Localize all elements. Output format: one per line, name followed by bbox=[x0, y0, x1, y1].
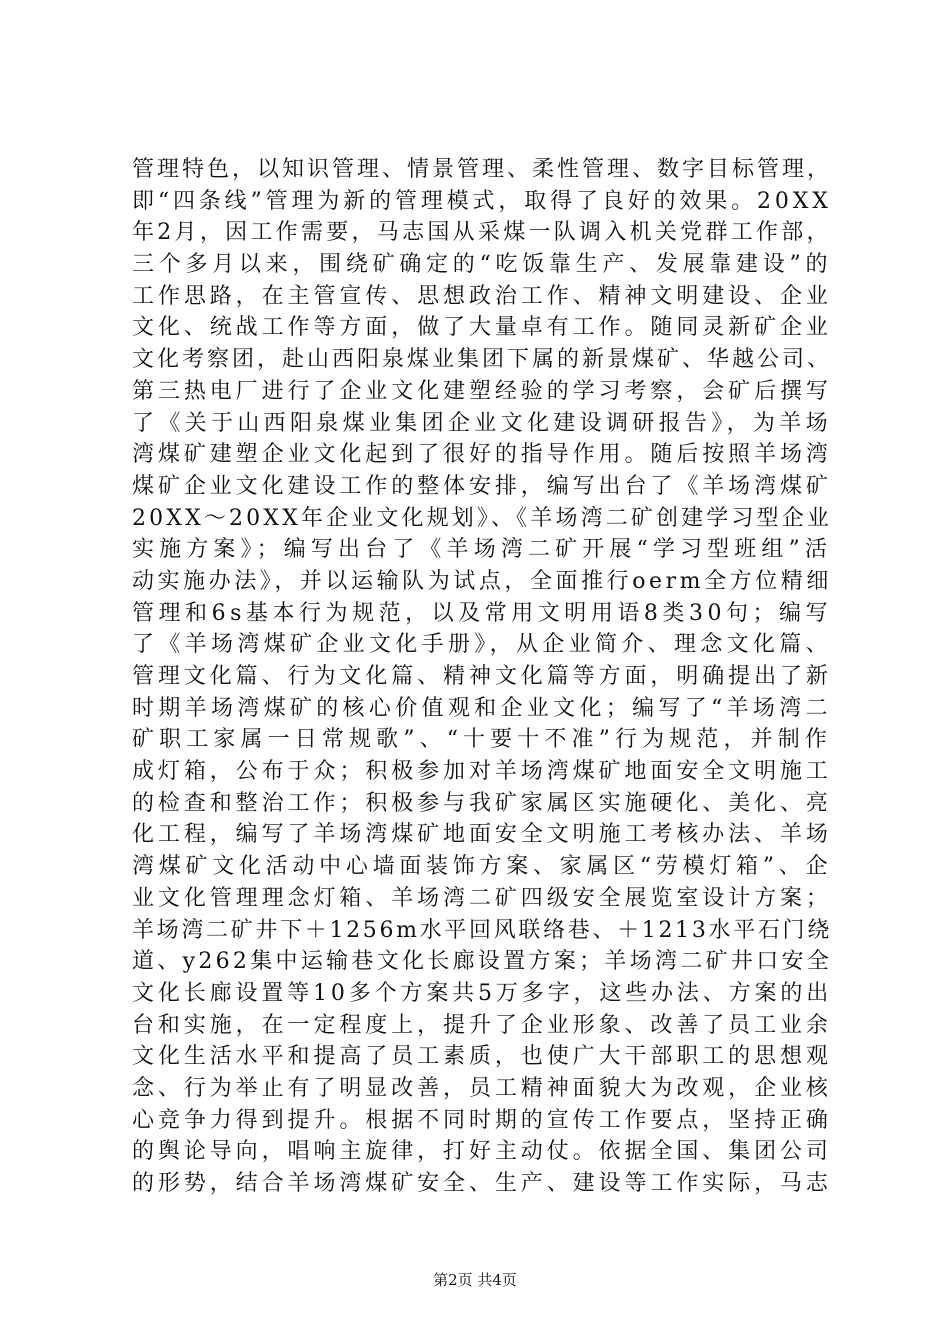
text-line: 第三热电厂进行了企业文化建塑经验的学习考察，会矿后撰写 bbox=[132, 378, 832, 404]
text-line: 台和实施，在一定程度上，提升了企业形象、改善了员工业余 bbox=[132, 1012, 832, 1038]
text-line: 了《羊场湾煤矿企业文化手册》，从企业简介、理念文化篇、 bbox=[132, 632, 832, 658]
text-line: 湾煤矿文化活动中心墙面装饰方案、家属区“劳模灯箱”、企 bbox=[132, 854, 833, 880]
text-line: 的检查和整治工作；积极参与我矿家属区实施硬化、美化、亮 bbox=[132, 790, 832, 816]
text-line: 湾煤矿建塑企业文化起到了很好的指导作用。随后按照羊场湾 bbox=[132, 442, 832, 468]
text-line: 实施方案》；编写出台了《羊场湾二矿开展“学习型班组”活 bbox=[132, 537, 833, 563]
text-line: 了《关于山西阳泉煤业集团企业文化建设调研报告》，为羊场 bbox=[132, 410, 832, 436]
page-footer: 第2页 共4页 bbox=[433, 1271, 517, 1289]
text-line: 煤矿企业文化建设工作的整体安排，编写出台了《羊场湾煤矿 bbox=[132, 473, 832, 499]
text-line: 即“四条线”管理为新的管理模式，取得了良好的效果。20XX bbox=[132, 188, 832, 214]
text-line: 业文化管理理念灯箱、羊场湾二矿四级安全展览室设计方案； bbox=[132, 885, 832, 911]
text-line: 的舆论导向，唱响主旋律，打好主动仗。依据全国、集团公司 bbox=[132, 1139, 832, 1165]
text-line: 念、行为举止有了明显改善，员工精神面貌大为改观，企业核 bbox=[132, 1075, 832, 1101]
text-line: 20XX～20XX年企业文化规划》、《羊场湾二矿创建学习型企业 bbox=[132, 505, 832, 531]
text-line: 道、y262集中运输巷文化长廊设置方案；羊场湾二矿井口安全 bbox=[132, 949, 833, 975]
text-line: 文化长廊设置等10多个方案共5万多字，这些办法、方案的出 bbox=[132, 980, 833, 1006]
text-line: 工作思路，在主管宣传、思想政治工作、精神文明建设、企业 bbox=[132, 283, 832, 309]
text-line: 文化考察团，赴山西阳泉煤业集团下属的新景煤矿、华越公司、 bbox=[132, 347, 833, 373]
text-line: 文化、统战工作等方面，做了大量卓有工作。随同灵新矿企业 bbox=[132, 315, 832, 341]
text-line: 管理和6s基本行为规范，以及常用文明用语8类30句；编写 bbox=[132, 600, 833, 626]
text-line: 年2月，因工作需要，马志国从采煤一队调入机关党群工作部， bbox=[132, 220, 832, 246]
text-line: 动实施办法》，并以运输队为试点，全面推行oerm全方位精细 bbox=[132, 568, 832, 594]
text-line: 文化生活水平和提高了员工素质，也使广大干部职工的思想观 bbox=[132, 1044, 832, 1070]
body-text bbox=[132, 154, 832, 1200]
text-line: 管理特色，以知识管理、情景管理、柔性管理、数字目标管理， bbox=[132, 157, 833, 182]
text-line: 羊场湾二矿井下＋1256m水平回风联络巷、＋1213水平石门绕 bbox=[132, 917, 832, 943]
text-line: 的形势，结合羊场湾煤矿安全、生产、建设等工作实际，马志 bbox=[132, 1171, 832, 1196]
text-line: 化工程，编写了羊场湾煤矿地面安全文明施工考核办法、羊场 bbox=[132, 822, 832, 848]
text-line: 成灯箱，公布于众；积极参加对羊场湾煤矿地面安全文明施工 bbox=[132, 759, 832, 785]
text-line: 三个多月以来，围绕矿确定的“吃饭靠生产、发展靠建设”的 bbox=[132, 252, 833, 278]
text-line: 管理文化篇、行为文化篇、精神文化篇等方面，明确提出了新 bbox=[132, 664, 832, 689]
text-line: 心竞争力得到提升。根据不同时期的宣传工作要点，坚持正确 bbox=[132, 1107, 832, 1133]
text-line: 时期羊场湾煤矿的核心价值观和企业文化；编写了“羊场湾二 bbox=[132, 695, 832, 721]
text-line: 矿职工家属一日常规歌”、“十要十不准”行为规范，并制作 bbox=[132, 727, 832, 753]
